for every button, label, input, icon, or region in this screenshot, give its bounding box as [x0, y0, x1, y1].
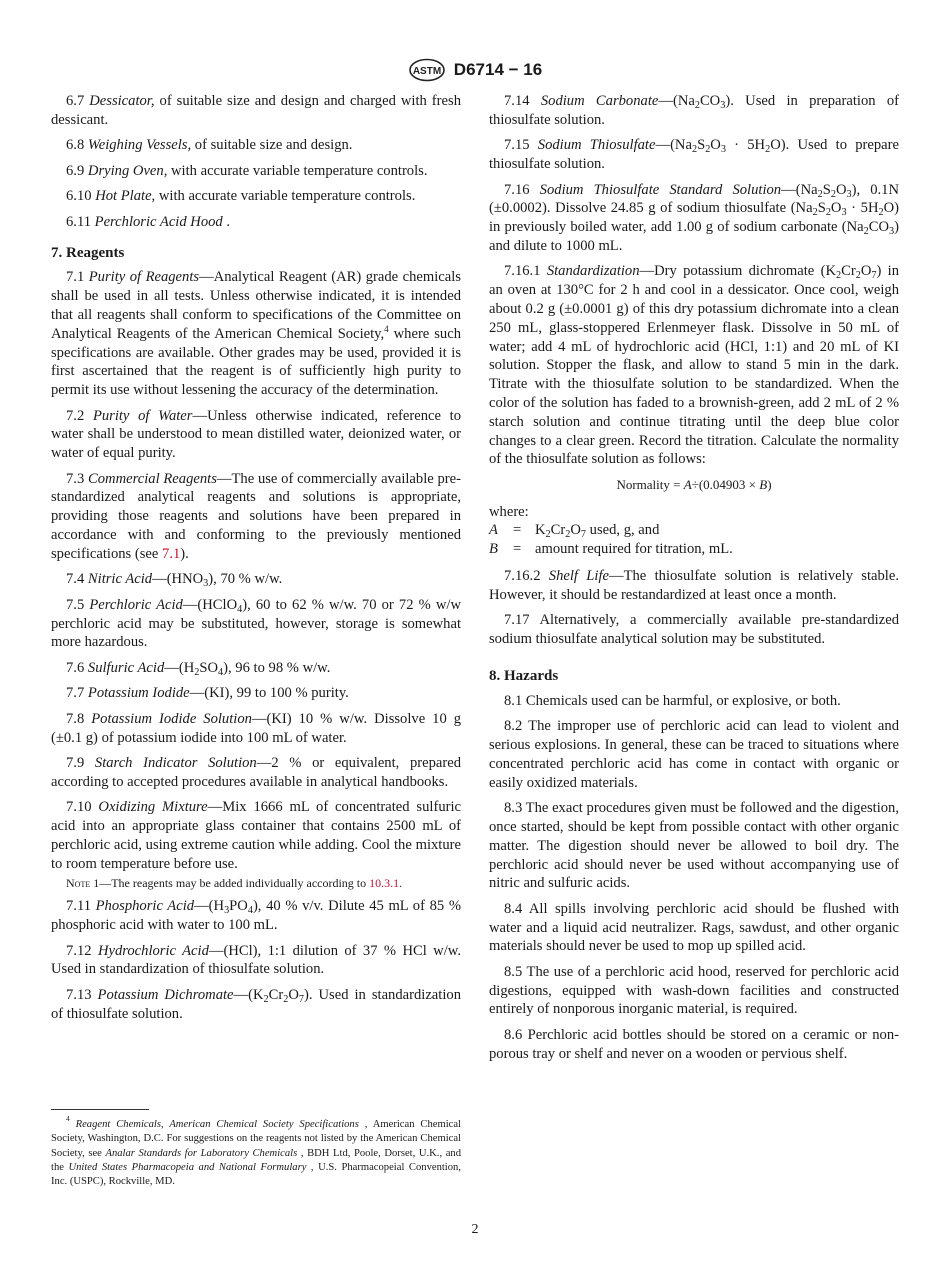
section-heading-reagents: 7. Reagents	[51, 244, 125, 261]
para-7-5: 7.5 Perchloric Acid—(HClO$_4$), 60 to 62 % w/w. 70 or 72 % w/w perchloric acid may be substituted, however, storage is somewhat more hazardous.	[51, 596, 461, 651]
astm-logo-icon	[408, 58, 446, 82]
para-7-12: 7.12 Hydrochloric Acid—(HCl), 1:1 dilution of 37 % HCl w/w. Used in standardization of thiosulfate solution.	[51, 942, 461, 978]
svg-text:ASTM: ASTM	[412, 66, 441, 77]
note-1: Note 1—The reagents may be added individually according to 10.3.1.	[66, 876, 403, 891]
formula-definitions	[489, 503, 899, 559]
where-label: where:	[489, 503, 529, 520]
para-8-3: 8.3 The exact procedures given must be followed and the digestion, once started, should be kept from possible contact with other organic matter. The digestion should never be allowed to boil dry. The perchloric acid should never be used without accompanying use of nitric and sulfuric acids.	[489, 800, 899, 892]
definition-a: A = $K_2Cr_2O_7$ used, g, and	[489, 522, 660, 541]
para-6-9: 6.9 Drying Oven, with accurate variable temperature controls.	[66, 162, 428, 179]
left-column	[51, 92, 461, 1030]
para-6-7: 6.7 Dessicator, of suitable size and design and charged with fresh dessicant.	[51, 93, 461, 128]
para-8-1: 8.1 Chemicals used can be harmful, or explosive, or both.	[504, 692, 841, 709]
page-number: 2	[471, 1222, 479, 1237]
para-7-10: 7.10 Oxidizing Mixture—Mix 1666 mL of concentrated sulfuric acid into an appropriate glass container that contains 2500 mL of perchloric acid, using extreme caution while adding. Cool the mixture to room temperature before use.	[51, 799, 462, 872]
para-8-5: 8.5 The use of a perchloric acid hood, reserved for perchloric acid digestions, equipped with wash-down facilities and constructed entirely of nonporous inorganic material, is required.	[489, 963, 899, 1018]
para-7-17: 7.17 Alternatively, a commercially available pre-standardized sodium thiosulfate analytical solution may be substituted.	[489, 612, 899, 648]
section-link-10-3-1[interactable]: 10.3.1	[369, 876, 400, 891]
para-7-11: 7.11 Phosphoric $Acid—(H_3PO_4)$, 40 % v/v. Dilute 45 mL of 85 % phosphoric acid with water to 100 mL.	[51, 898, 461, 934]
para-7-4: 7.4 Nitric $Acid—(HNO_3)$, 70 % w/w.	[66, 571, 283, 590]
para-6-11: 6.11 Perchloric Acid Hood .	[66, 213, 231, 230]
para-7-9: 7.9 Starch Indicator Solution—2 % or equivalent, prepared according to accepted procedures available in analytical handbooks.	[51, 755, 461, 790]
para-6-8: 6.8 Weighing Vessels, of suitable size and design.	[66, 137, 353, 154]
definition-b: B = amount required for titration, mL.	[489, 541, 733, 558]
para-7-8: 7.8 Potassium Iodide Solution—(KI) 10 % w/w. Dissolve 10 g (±0.1 g) of potassium iodide into 100 mL of water.	[51, 710, 462, 746]
para-7-16-2: 7.16.2 Shelf Life—The thiosulfate solution is relatively stable. However, it should be restandardized at least once a month.	[489, 568, 899, 603]
para-7-15: 7.15 Sodium $Thiosulfate—(Na_2S_2O_3 \cdot 5H_2O)$. Used to prepare thiosulfate solution.	[489, 137, 899, 173]
para-8-6: 8.6 Perchloric acid bottles should be stored on a ceramic or non-porous tray or shelf and never on a wooden or pervious shelf.	[489, 1026, 899, 1062]
para-7-1: 7.1 Purity of Reagents—Analytical Reagent (AR) grade chemicals shall be used in all tests. Unless otherwise indicated, it is intended that all reagents shall conform to specifications of the Committee on Analytical Reagents of the American Chemical Society,$^4$ where such specifications are available. Other grades may be used, provided it is first ascertained that the reagent is of sufficiently high purity to permit its use without lessening the accuracy of the determination.	[51, 269, 461, 399]
footnote-4: $^4$ Reagent Chemicals, American Chemical Society Specifications , American Chemical Society, Washington, D.C. For suggestions on the reagents not listed by the American Chemical Society, see Analar Standards for Laboratory Chemicals , BDH Ltd, Poole, Dorset, U.K., and the United States Pharmacopeia and National Formulary , U.S. Pharmacopeial Convention, Inc. (USPC), Rockville, MD.	[51, 1114, 462, 1188]
para-7-13: 7.13 Potassium $Dichromate—(K_2Cr_2O_7)$. Used in standardization of thiosulfate solution.	[51, 986, 461, 1022]
para-7-14: 7.14 Sodium $Carbonate—(Na_2CO_3)$. Used in preparation of thiosulfate solution.	[489, 93, 899, 128]
footnote-divider	[51, 1109, 149, 1110]
para-8-4: 8.4 All spills involving perchloric acid should be flushed with water and a liquid acid neutralizer. Rags, sawdust, and other organic materials should never be used to mop up spilled acid.	[489, 900, 899, 955]
para-7-3: 7.3 Commercial Reagents—The use of commercially available pre-standardized analytical reagents and solutions is appropriate, providing those reagents and solutions have been prepared in accordance with and conforming to the previously mentioned specifications (see 7.1).	[51, 470, 461, 562]
para-7-2: 7.2 Purity of Water—Unless otherwise indicated, reference to water shall be understood to mean distilled water, deionized water, or water of equal purity.	[51, 407, 462, 462]
normality-formula: Normality = A÷(0.04903 × B)	[616, 476, 772, 492]
section-heading-hazards: 8. Hazards	[489, 667, 559, 684]
para-7-16: 7.16 Sodium Thiosulfate Standard $Solution—(Na_2S_2O_3)$, 0.1N (±0.0002). Dissolve 24.85 g of sodium thiosulfate $(Na_2S_2O_3 \cdot 5H_2O)$ in previously boiled water, add 1.00 g of sodium carbonate $(Na_2CO_3)$ and dilute to 1000 mL.	[489, 181, 899, 254]
para-6-10: 6.10 Hot Plate, with accurate variable temperature controls.	[66, 188, 416, 205]
para-7-6: 7.6 Sulfuric $Acid—(H_2SO_4)$, 96 to 98 % w/w.	[66, 659, 331, 678]
para-8-2: 8.2 The improper use of perchloric acid can lead to violent and serious explosions. In general, these can be traced to situations where concentrated perchloric acid has come in contact with organic or easily oxidized materials.	[489, 718, 899, 791]
right-column	[489, 92, 899, 1070]
para-7-7: 7.7 Potassium Iodide—(KI), 99 to 100 % purity.	[66, 685, 349, 702]
footnote-ref[interactable]: 4	[384, 323, 389, 334]
section-link-7-1[interactable]: 7.1	[162, 545, 181, 562]
standard-designation: D6714 − 16	[453, 60, 543, 79]
para-7-16-1: 7.16.1 Standardization—Dry potassium dichromate $(K_2Cr_2O_7)$ in an oven at 130°C for 2 h and cool in a dessicator. Once cool, weigh about 0.2 g (±0.0001 g) of this dry potassium dichromate into a clean 250 mL, glass-stoppered Erlenmeyer flask. Dissolve in 50 mL of water; add 4 mL of hydrochloric acid (HCl, 1:1) and 20 mL of KI solution. Stopper the flask, and allow to stand 5 min in the dark. Titrate with the thiosulfate solution to be standardized. When the color of the solution has faded to a brownish-green, add 2 mL of 2 % starch solution and continue titrating until the deep blue color changes to a clear green. Record the titration. Calculate the normality of the thiosulfate solution as follows:	[489, 263, 899, 468]
page-header	[0, 57, 950, 83]
